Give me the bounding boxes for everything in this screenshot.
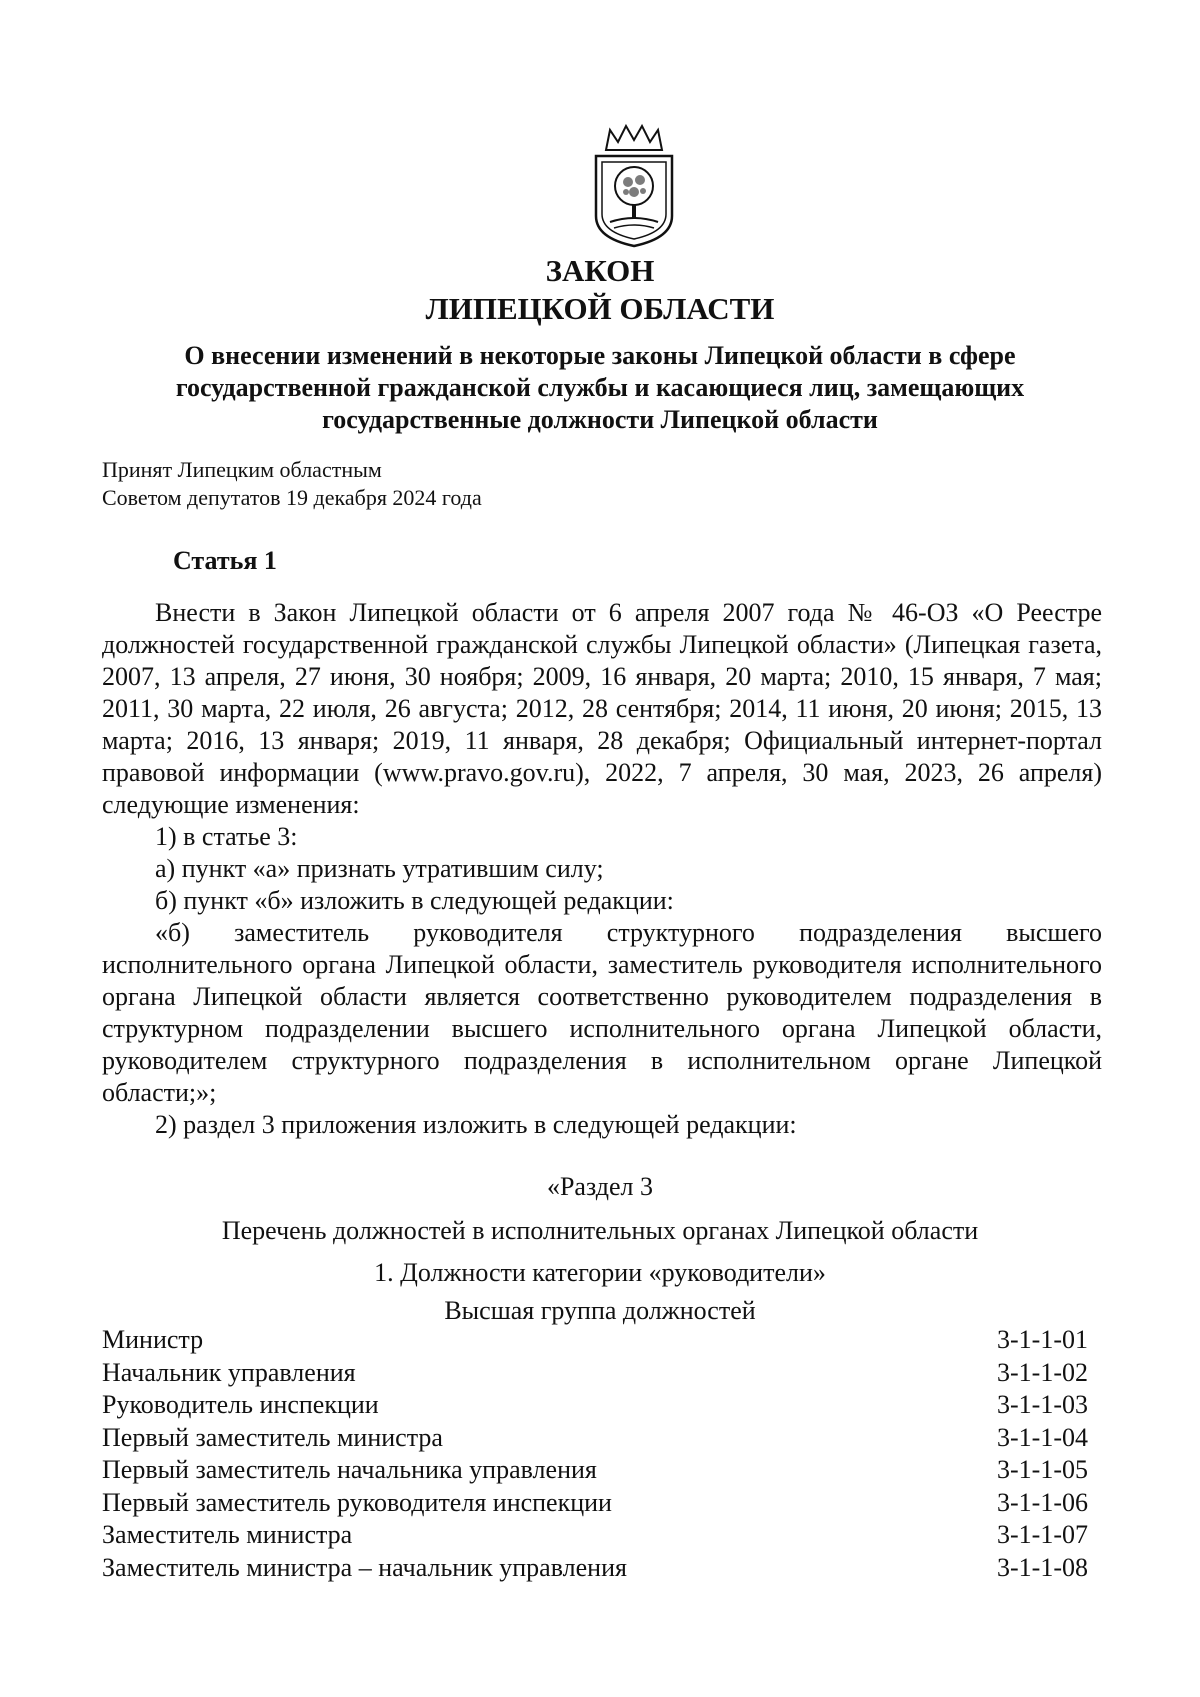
adoption-note <box>102 456 482 512</box>
section-title: Перечень должностей в исполнительных органах Липецкой области <box>221 1216 979 1245</box>
position-name: Руководитель инспекции <box>102 1390 379 1419</box>
position-code: 3-1-1-06 <box>997 1487 1088 1517</box>
list-item <box>102 1422 1088 1455</box>
article-paragraph: 1) в статье 3: <box>155 822 298 851</box>
positions-list <box>102 1324 1088 1584</box>
law-title: ЗАКОН <box>545 253 655 288</box>
group-title: Высшая группа должностей <box>444 1296 756 1325</box>
list-item <box>102 1357 1088 1390</box>
position-code: 3-1-1-07 <box>997 1520 1088 1549</box>
article-paragraph: «б) заместитель руководителя структурного подразделения высшего исполнительного органа Липецкой области, заместитель руководителя исполнительного органа Липецкой области является соответственно руководителем подразделения в структурном подразделении высшего исполнительного органа Липецкой области, руководителем структурного подразделения в исполнительном органе Липецкой области;»; <box>102 918 1102 1107</box>
list-item <box>102 1552 1088 1585</box>
position-code: 3-1-1-01 <box>997 1325 1088 1354</box>
article-paragraph: Внести в Закон Липецкой области от 6 апреля 2007 года № 46-ОЗ «О Реестре должностей государственной гражданской службы Липецкой области» (Липецкая газета, 2007, 13 апреля, 27 июня, 30 ноября; 2009, 16 января, 20 марта; 2010, 15 января, 7 мая; 2011, 30 марта, 22 июля, 26 августа; 2012, 28 сентября; 2014, 11 июня, 20 июня; 2015, 13 марта; 2016, 13 января; 2019, 11 января, 28 декабря; Официальный интернет-портал правовой информации (www.pravo.gov.ru), 2022, 7 апреля, 30 мая, 2023, 26 апреля) следующие изменения: <box>102 598 1102 819</box>
law-region-title: ЛИПЕЦКОЙ ОБЛАСТИ <box>425 291 775 326</box>
law-subject: О внесении изменений в некоторые законы Липецкой области в сфере государственной гражданской службы и касающиеся лиц, замещающих государственные должности Липецкой области <box>175 341 1025 434</box>
position-name: Первый заместитель руководителя инспекции <box>102 1487 612 1517</box>
article-body <box>102 597 1102 1141</box>
position-name: Начальник управления <box>102 1357 356 1387</box>
position-code: 3-1-1-05 <box>997 1455 1088 1484</box>
list-item <box>102 1454 1088 1487</box>
list-item <box>102 1389 1088 1422</box>
position-code: 3-1-1-08 <box>997 1552 1088 1582</box>
coat-of-arms-icon <box>586 120 682 250</box>
position-code: 3-1-1-04 <box>997 1422 1088 1452</box>
article-paragraph: а) пункт «а» признать утратившим силу; <box>155 854 604 883</box>
position-name: Заместитель министра <box>102 1520 353 1549</box>
article-paragraph: 2) раздел 3 приложения изложить в следующей редакции: <box>155 1110 797 1139</box>
list-item <box>102 1487 1088 1520</box>
article-title: Статья 1 <box>173 546 277 575</box>
position-code: 3-1-1-02 <box>997 1357 1088 1387</box>
position-code: 3-1-1-03 <box>997 1390 1088 1419</box>
position-name: Первый заместитель министра <box>102 1422 443 1452</box>
category-title: 1. Должности категории «руководители» <box>374 1258 826 1287</box>
list-item <box>102 1324 1088 1357</box>
position-name: Заместитель министра – начальник управления <box>102 1552 627 1582</box>
position-name: Министр <box>102 1325 204 1354</box>
section-heading: «Раздел 3 <box>546 1172 654 1201</box>
adoption-line-2: Советом депутатов 19 декабря 2024 года <box>102 485 482 510</box>
position-name: Первый заместитель начальника управления <box>102 1455 597 1484</box>
adoption-line-1: Принят Липецким областным <box>102 457 382 482</box>
article-paragraph: б) пункт «б» изложить в следующей редакции: <box>155 886 674 915</box>
list-item <box>102 1519 1088 1552</box>
